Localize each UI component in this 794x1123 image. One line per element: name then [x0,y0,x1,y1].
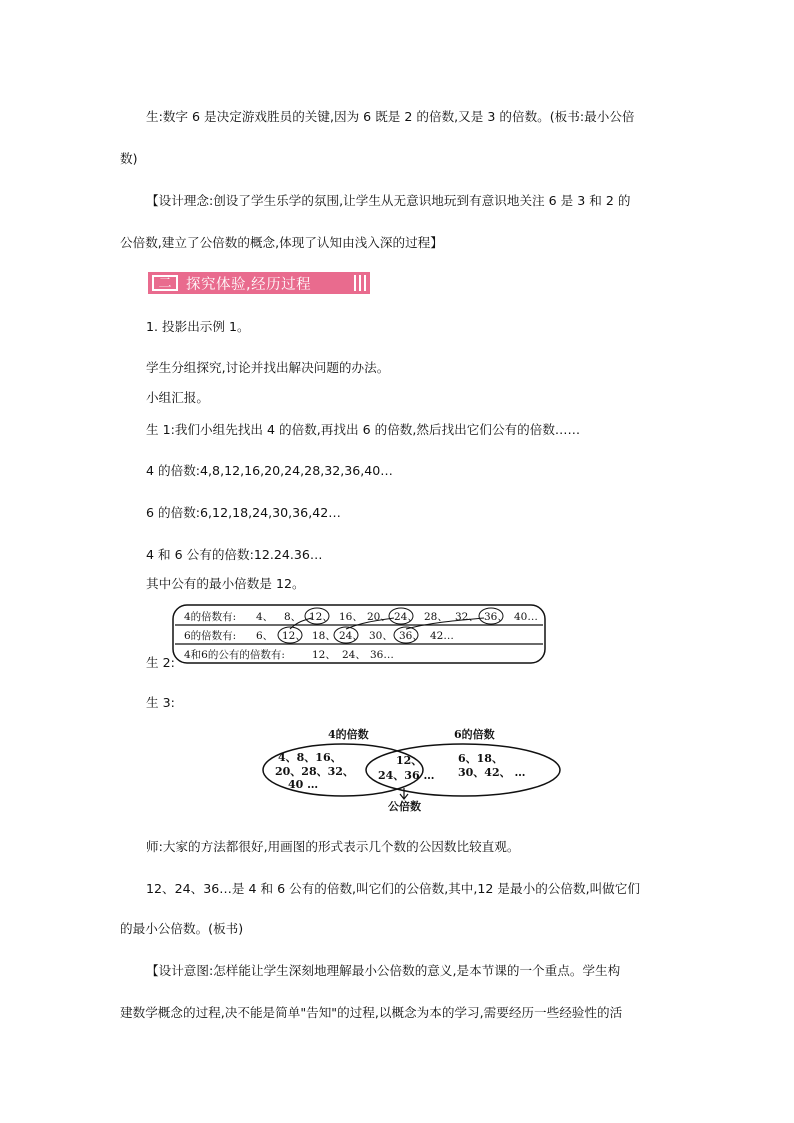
group-exploration: 学生分组探究,讨论并找出解决问题的办法。 [146,360,390,375]
common-multiples: 4 和 6 公有的倍数:12.24.36… [146,547,323,562]
step-1: 1. 投影出示例 1。 [146,319,250,334]
box-row2-value: 42… [430,630,454,642]
box-row3-value: 24、 [342,649,366,661]
venn-middle-line1: 12、 [396,754,423,767]
box-row1-value: 28、 [424,611,448,623]
group-report: 小组汇报。 [146,390,209,405]
box-row2-value: 24、 [339,630,363,642]
box-row1-value: 12、 [309,611,333,623]
box-row1-value: 20、 [367,611,391,623]
multiples-of-4: 4 的倍数:4,8,12,16,20,24,28,32,36,40… [146,463,393,478]
multiples-box-diagram [172,604,546,664]
box-row2-value: 12、 [282,630,306,642]
box-row2-value: 18、 [312,630,336,642]
venn-right-line2: 30、42、 … [458,766,526,779]
student-2-label: 生 2: [146,655,175,670]
venn-right-title: 6的倍数 [454,728,495,741]
venn-right-line1: 6、18、 [458,752,503,765]
least-common: 其中公有的最小倍数是 12。 [146,576,305,591]
venn-middle-line2: 24、36 … [378,769,435,782]
box-row1-value: 32、 [455,611,479,623]
paragraph-student-answer-line1: 生:数字 6 是决定游戏胜员的关键,因为 6 既是 2 的倍数,又是 3 的倍数。(板书:最小公倍 [146,109,635,124]
venn-diagram [258,724,564,816]
student-1-answer: 生 1:我们小组先找出 4 的倍数,再找出 6 的倍数,然后找出它们公有的倍数…… [146,422,581,437]
student-3-label: 生 3: [146,695,175,710]
venn-left-line3: 40 … [288,778,319,791]
definition-line2: 的最小公倍数。(板书) [120,921,244,936]
venn-left-title: 4的倍数 [328,728,369,741]
design-intent-line1: 【设计意图:怎样能让学生深刻地理解最小公倍数的意义,是本节课的一个重点。学生构 [146,963,621,978]
teacher-comment: 师:大家的方法都很好,用画图的形式表示几个数的公因数比较直观。 [146,839,520,854]
box-row3-label: 4和6的公有的倍数有: [184,649,285,661]
section-number: 二 [152,275,178,291]
box-row2-label: 6的倍数有: [184,630,237,642]
box-row1-value: 36、 [484,611,508,623]
section-heading [148,272,370,294]
venn-left-line2: 20、28、32、 [275,765,354,778]
box-row1-value: 16、 [339,611,363,623]
box-row3-value: 36… [370,649,394,661]
paragraph-student-answer-line2: 数) [120,151,138,166]
definition-line1: 12、24、36…是 4 和 6 公有的倍数,叫它们的公倍数,其中,12 是最小的公倍数,叫做它们 [146,881,640,896]
box-row2-value: 6、 [256,630,274,642]
box-row1-value: 24、 [394,611,418,623]
box-row2-value: 30、 [369,630,393,642]
box-row1-value: 4、 [256,611,274,623]
design-concept-line2: 公倍数,建立了公倍数的概念,体现了认知由浅入深的过程】 [120,235,443,250]
venn-bottom-label: 公倍数 [388,800,421,813]
box-row2-value: 36、 [399,630,423,642]
box-row3-value: 12、 [312,649,336,661]
box-row1-value: 40… [514,611,538,623]
box-row1-label: 4的倍数有: [184,611,237,623]
section-title: 探究体验,经历过程 [186,276,312,293]
design-intent-line2: 建数学概念的过程,决不能是简单"告知"的过程,以概念为本的学习,需要经历一些经验性的活 [120,1005,623,1020]
box-row1-value: 8、 [284,611,302,623]
heading-stripes-decoration [351,275,366,291]
design-concept-line1: 【设计理念:创设了学生乐学的氛围,让学生从无意识地玩到有意识地关注 6 是 3 和 2 的 [146,193,631,208]
multiples-of-6: 6 的倍数:6,12,18,24,30,36,42… [146,505,341,520]
venn-left-line1: 4、8、16、 [278,751,342,764]
